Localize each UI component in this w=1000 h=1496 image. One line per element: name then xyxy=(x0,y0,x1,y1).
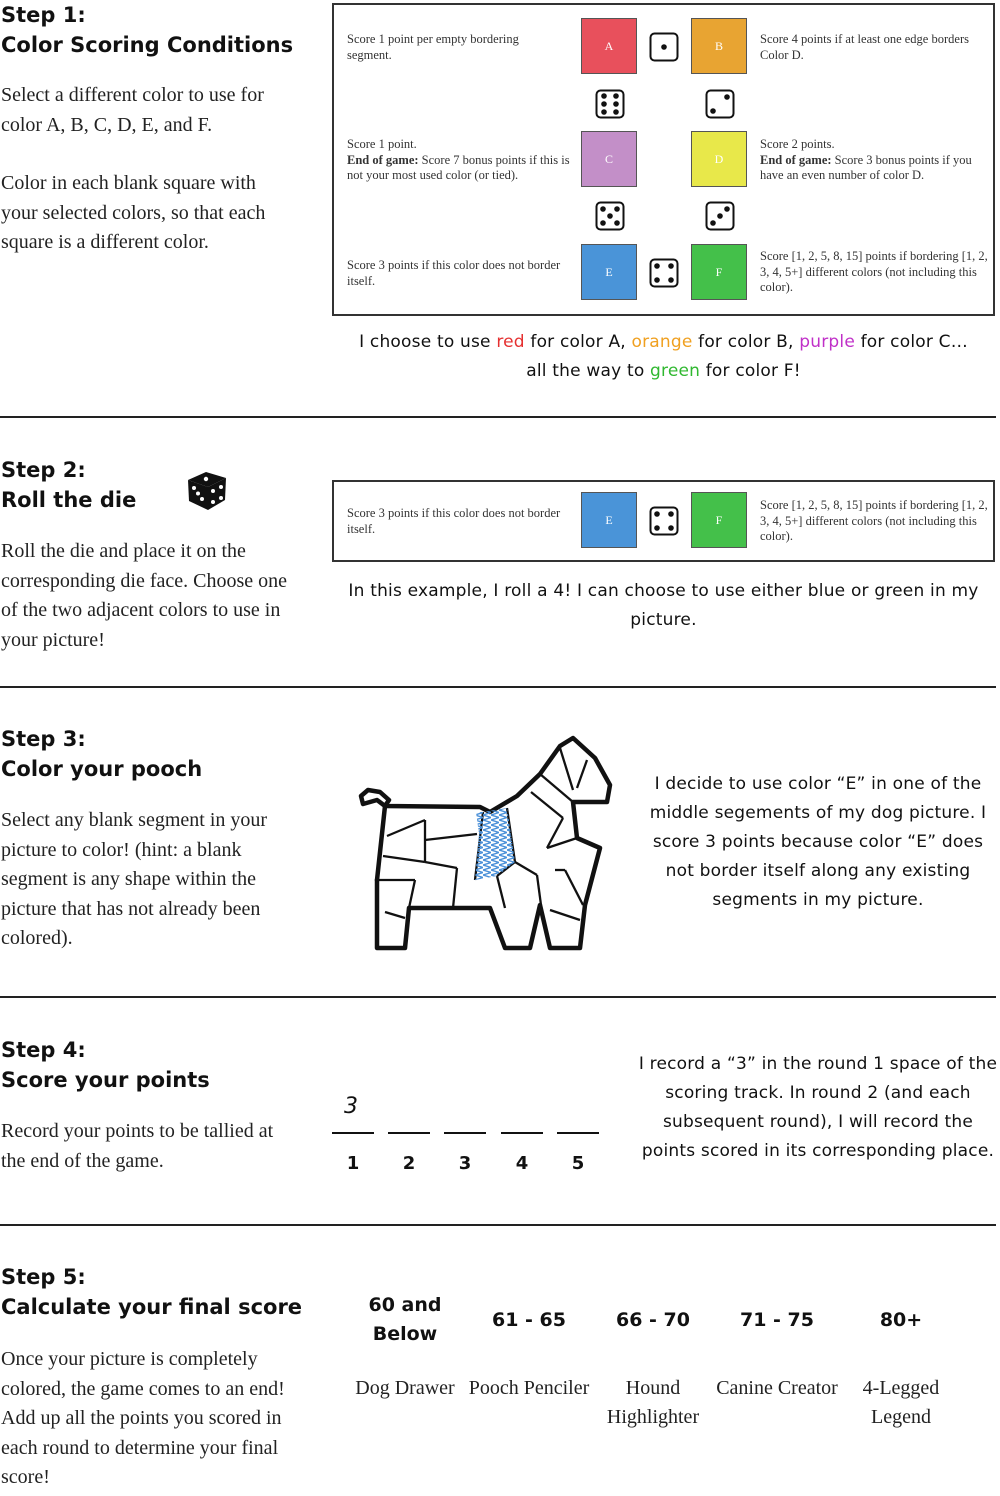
step3-title: Color your pooch xyxy=(1,757,203,781)
color-square-f-example: F xyxy=(691,492,747,548)
divider-3 xyxy=(0,996,996,998)
example-red: red xyxy=(496,332,525,352)
round-1-score: 3 xyxy=(344,1094,358,1119)
die-face-four-icon xyxy=(649,258,679,288)
step4-heading xyxy=(1,1035,301,1095)
die-face-one-icon xyxy=(649,32,679,62)
step3-number: Step 3: xyxy=(1,727,86,751)
rule-c xyxy=(347,137,572,184)
round-number: 1 xyxy=(346,1153,360,1174)
step1-title: Color Scoring Conditions xyxy=(1,33,294,57)
example-text-4: for color C… xyxy=(854,332,968,352)
score-blank-5[interactable] xyxy=(557,1132,599,1134)
score-blank-1[interactable] xyxy=(332,1132,374,1134)
rule-f-repeat: Score [1, 2, 5, 8, 15] points if bordering [1, 2, 3, 4, 5+] different colors (not including this color). xyxy=(760,498,988,543)
color-square-b[interactable]: B xyxy=(691,18,747,74)
die-pip xyxy=(614,206,620,212)
die-pip xyxy=(601,93,607,99)
step2-heading xyxy=(1,455,301,515)
scoring-conditions-card xyxy=(332,3,995,316)
rule-d-bonus: Score 3 bonus points if you have an even number of color D. xyxy=(760,152,972,182)
example-text-1: I choose to use xyxy=(359,332,497,352)
die-pip xyxy=(601,109,607,115)
tier-range: 61 - 65 xyxy=(492,1309,566,1331)
rule-c-bonus: Score 7 bonus points if this is not your most used color (or tied). xyxy=(347,152,570,182)
die-pip xyxy=(654,525,660,531)
step5-heading xyxy=(1,1262,311,1322)
die-pip xyxy=(717,213,723,219)
step5-instruction: Once your picture is completely colored, the game comes to an end! Add up all the points you scored in each round to determine your final score! xyxy=(1,1348,285,1488)
tier-range: 80+ xyxy=(879,1309,923,1331)
die-face-five-icon xyxy=(595,201,625,231)
step3-instruction: Select any blank segment in your picture to color! (hint: a blank segment is any shape within the picture that has not already been colored). xyxy=(1,809,268,949)
color-square-d[interactable]: D xyxy=(691,131,747,187)
die-pip xyxy=(724,206,730,212)
step5-title: Calculate your final score xyxy=(1,1295,303,1319)
die-example-card xyxy=(332,480,995,562)
tier-title: Canine Creator xyxy=(716,1377,838,1399)
die-pip xyxy=(613,109,619,115)
color-square-c[interactable]: C xyxy=(581,131,637,187)
die-pip xyxy=(601,101,607,107)
example-text-6: for color F! xyxy=(700,361,801,381)
rule-c-text: Score 1 point. xyxy=(347,137,417,151)
rule-d-bold: End of game: xyxy=(760,152,832,167)
die-pip xyxy=(613,101,619,107)
die-pip xyxy=(668,263,674,269)
step5-number: Step 5: xyxy=(1,1265,86,1289)
die-pip xyxy=(654,277,660,283)
step4-title: Score your points xyxy=(1,1068,210,1092)
die-pip xyxy=(710,108,716,114)
color-square-e-example: E xyxy=(581,492,637,548)
die-pip xyxy=(600,206,606,212)
die-pip xyxy=(668,525,674,531)
die-face-four-icon xyxy=(649,506,679,536)
step1-instruction-1: Select a different color to use for color A, B, C, D, E, and F. xyxy=(1,84,264,136)
example-green: green xyxy=(650,361,701,381)
step3-heading xyxy=(1,724,301,784)
die-pip xyxy=(614,220,620,226)
step1-number: Step 1: xyxy=(1,3,86,27)
rule-c-bold: End of game: xyxy=(347,152,419,167)
step1-instruction-2: Color in each blank square with your selected colors, so that each square is a different color. xyxy=(1,172,266,253)
dice-3d-icon xyxy=(184,468,230,514)
tier-range: 71 - 75 xyxy=(740,1309,814,1331)
score-blank-4[interactable] xyxy=(501,1132,543,1134)
step2-title: Roll the die xyxy=(1,488,137,512)
die-face-two-icon xyxy=(705,89,735,119)
die-pip xyxy=(661,44,667,50)
dog-picture xyxy=(355,730,620,955)
step4-example: I record a “3” in the round 1 space of the scoring track. In round 2 (and each subsequent round), I will record the points scored in its corresponding place. xyxy=(638,1054,998,1161)
example-text-5: all the way to xyxy=(526,361,651,381)
die-pip xyxy=(710,220,716,226)
tier-range: 60 and Below xyxy=(368,1294,442,1345)
step2-instruction: Roll the die and place it on the corresponding die face. Choose one of the two adjacent colors to use in your picture! xyxy=(1,540,288,651)
tier-title: Dog Drawer xyxy=(355,1377,455,1399)
example-purple: purple xyxy=(799,332,855,352)
step3-example: I decide to use color “E” in one of the middle segements of my dog picture. I score 3 points because color “E” does not border itself along any existing segments in my picture. xyxy=(649,774,987,910)
round-number: 5 xyxy=(571,1153,585,1174)
rule-f: Score [1, 2, 5, 8, 15] points if bordering [1, 2, 3, 4, 5+] different colors (not including this color). xyxy=(760,249,988,294)
step2-example: In this example, I roll a 4! I can choose to use either blue or green in my picture. xyxy=(348,581,979,630)
step2-number: Step 2: xyxy=(1,458,86,482)
step1-heading xyxy=(1,0,301,60)
round-number: 4 xyxy=(515,1153,529,1174)
rule-a: Score 1 point per empty bordering segment. xyxy=(347,32,519,62)
divider-4 xyxy=(0,1224,996,1226)
example-orange: orange xyxy=(631,332,693,352)
die-pip xyxy=(668,277,674,283)
score-blank-3[interactable] xyxy=(444,1132,486,1134)
tier-range: 66 - 70 xyxy=(616,1309,690,1331)
die-pip xyxy=(600,220,606,226)
die-pip xyxy=(613,93,619,99)
rule-d-text: Score 2 points. xyxy=(760,137,835,151)
step4-instruction: Record your points to be tallied at the end of the game. xyxy=(1,1120,274,1172)
die-face-six-icon xyxy=(595,89,625,119)
die-pip xyxy=(724,94,730,100)
step4-number: Step 4: xyxy=(1,1038,86,1062)
die-pip xyxy=(668,511,674,517)
divider-2 xyxy=(0,686,996,688)
step1-example xyxy=(332,328,995,386)
round-number: 3 xyxy=(458,1153,472,1174)
tier-title: Pooch Penciler xyxy=(468,1377,590,1399)
rule-d xyxy=(760,137,985,184)
example-text-3: for color B, xyxy=(692,332,800,352)
die-face-three-icon xyxy=(705,201,735,231)
die-pip xyxy=(607,213,613,219)
color-square-a[interactable]: A xyxy=(581,18,637,74)
round-number: 2 xyxy=(402,1153,416,1174)
color-square-e[interactable]: E xyxy=(581,244,637,300)
rule-e: Score 3 points if this color does not border itself. xyxy=(347,258,561,288)
tier-title: 4-Legged Legend xyxy=(862,1377,940,1428)
rule-b: Score 4 points if at least one edge borders Color D. xyxy=(760,32,969,62)
example-text-2: for color A, xyxy=(524,332,632,352)
score-blank-2[interactable] xyxy=(388,1132,430,1134)
color-square-f[interactable]: F xyxy=(691,244,747,300)
die-pip xyxy=(654,511,660,517)
tier-title: Hound Highlighter xyxy=(606,1377,700,1428)
divider-1 xyxy=(0,416,996,418)
die-pip xyxy=(654,263,660,269)
rule-e-repeat: Score 3 points if this color does not border itself. xyxy=(347,506,561,536)
